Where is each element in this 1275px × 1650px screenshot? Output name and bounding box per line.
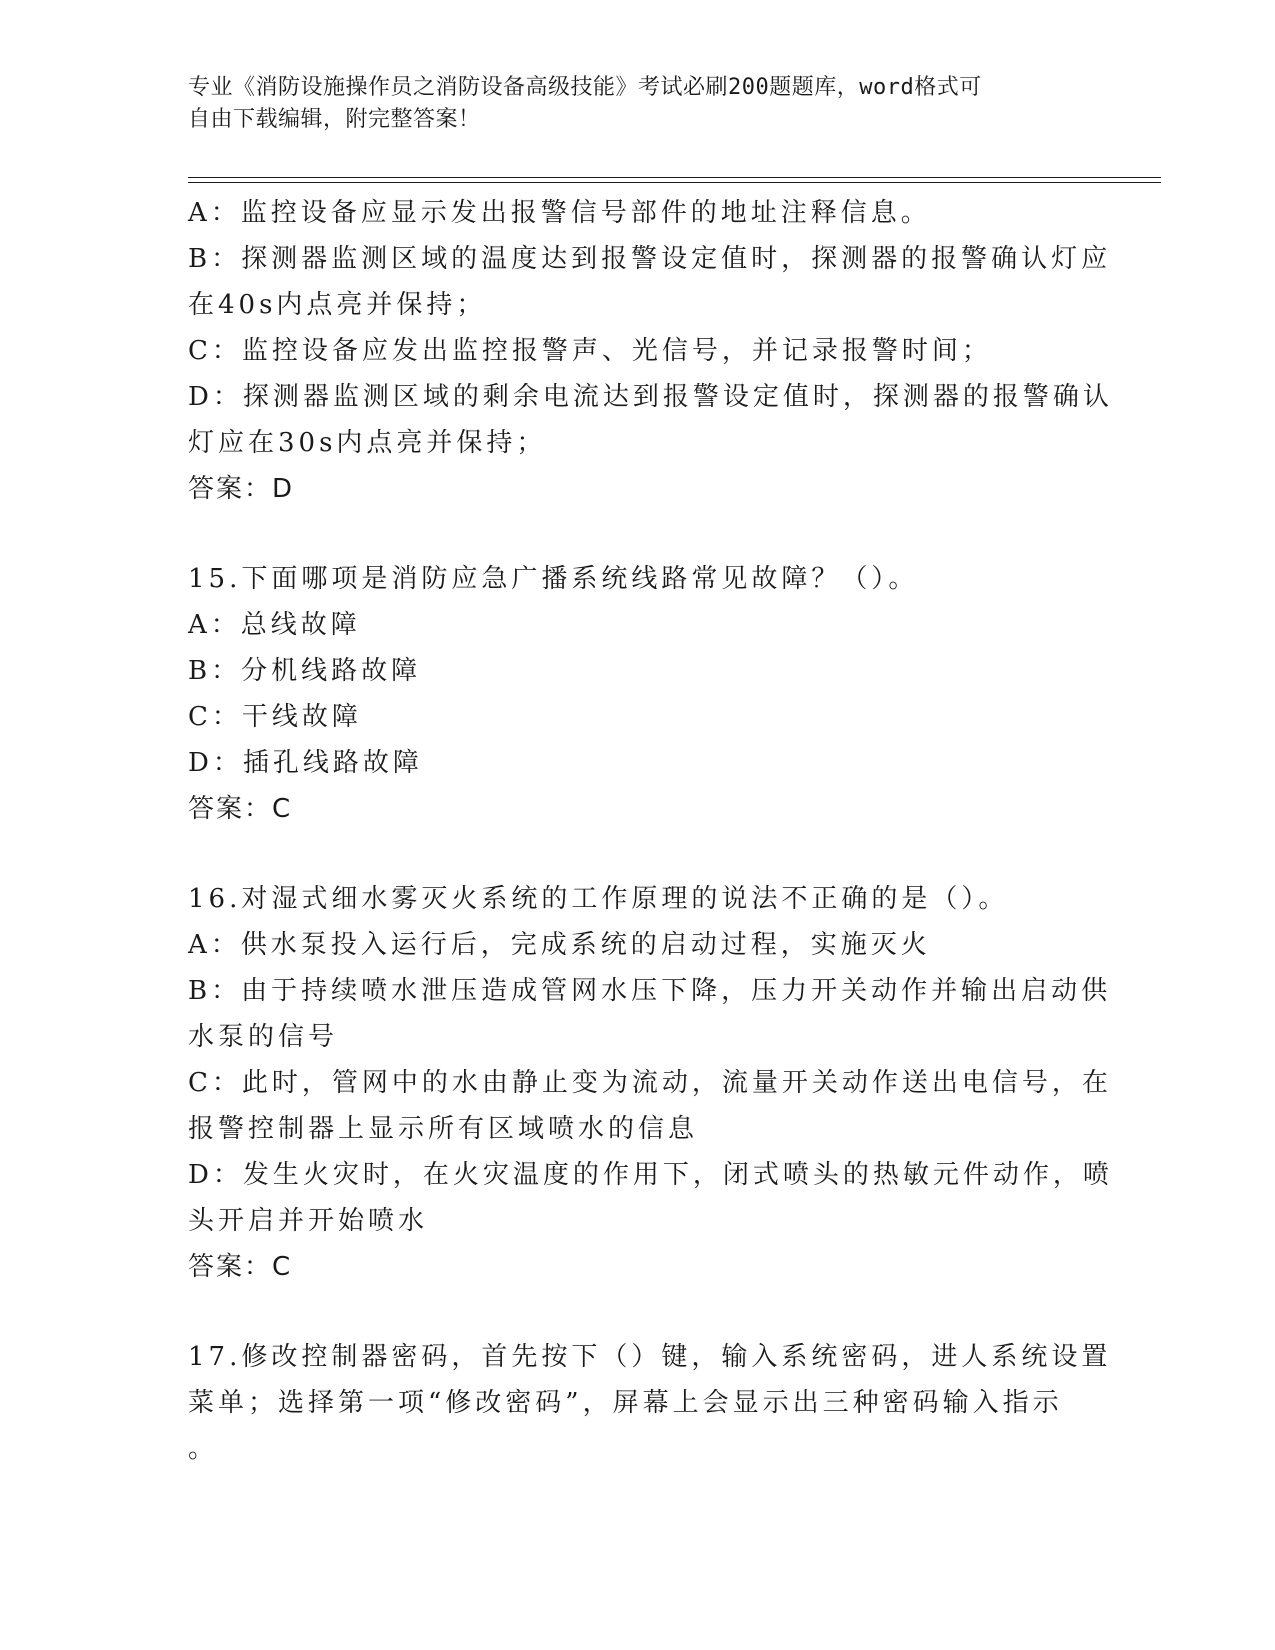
- question-text: 17.修改控制器密码，首先按下（）键，输入系统密码，进人系统设置: [188, 1342, 1112, 1372]
- header-line-2: 自由下载编辑，附完整答案！: [188, 107, 481, 132]
- header-line-1: 专业《消防设施操作员之消防设备高级技能》考试必刷200题题库，word格式可: [188, 75, 982, 100]
- question-15-block: [188, 556, 1068, 832]
- question-text-end: 。: [188, 1434, 219, 1464]
- option-a: A：供水泵投入运行后，完成系统的启动过程，实施灭火: [188, 930, 931, 960]
- document-header: [188, 72, 1068, 136]
- question-content: [188, 190, 1113, 1472]
- header-divider: [188, 177, 1161, 183]
- question-text-cont: 菜单；选择第一项“修改密码”，屏幕上会显示出三种密码输入指示: [188, 1388, 1063, 1418]
- option-c: C：干线故障: [188, 702, 362, 732]
- spacer: [188, 512, 1068, 556]
- option-d-cont: 头开启并开始喷水: [188, 1206, 429, 1236]
- spacer: [188, 832, 1068, 876]
- option-d-cont: 灯应在30s内点亮并保持；: [188, 428, 547, 458]
- option-b: B：分机线路故障: [188, 656, 422, 686]
- question-16-block: [188, 876, 1113, 1290]
- option-d: D：探测器监测区域的剩余电流达到报警设定值时，探测器的报警确认: [188, 382, 1113, 412]
- question-text: 15.下面哪项是消防应急广播系统线路常见故障？（）。: [188, 564, 919, 594]
- option-d: D：插孔线路故障: [188, 748, 423, 778]
- option-b-cont: 在40s内点亮并保持；: [188, 290, 487, 320]
- option-b: B：探测器监测区域的温度达到报警设定值时，探测器的报警确认灯应: [188, 244, 1112, 274]
- spacer: [188, 1290, 1068, 1334]
- question-text: 16.对湿式细水雾灭火系统的工作原理的说法不正确的是（）。: [188, 884, 1009, 914]
- answer: 答案：C: [188, 794, 293, 824]
- question-17-block: [188, 1334, 1112, 1472]
- answer: 答案：D: [188, 474, 295, 504]
- option-a: A：总线故障: [188, 610, 361, 640]
- answer: 答案：C: [188, 1252, 293, 1282]
- option-b: B：由于持续喷水泄压造成管网水压下降，压力开关动作并输出启动供: [188, 976, 1112, 1006]
- option-a: A：监控设备应显示发出报警信号部件的地址注释信息。: [188, 198, 931, 228]
- option-c: C：监控设备应发出监控报警声、光信号，并记录报警时间；: [188, 336, 992, 366]
- document-page: [188, 72, 1088, 136]
- option-c-cont: 报警控制器上显示所有区域喷水的信息: [188, 1114, 699, 1144]
- option-b-cont: 水泵的信号: [188, 1022, 339, 1052]
- option-d: D：发生火灾时，在火灾温度的作用下，闭式喷头的热敏元件动作，喷: [188, 1160, 1113, 1190]
- option-c: C：此时，管网中的水由静止变为流动，流量开关动作送出电信号，在: [188, 1068, 1112, 1098]
- question-14-block: [188, 190, 1113, 512]
